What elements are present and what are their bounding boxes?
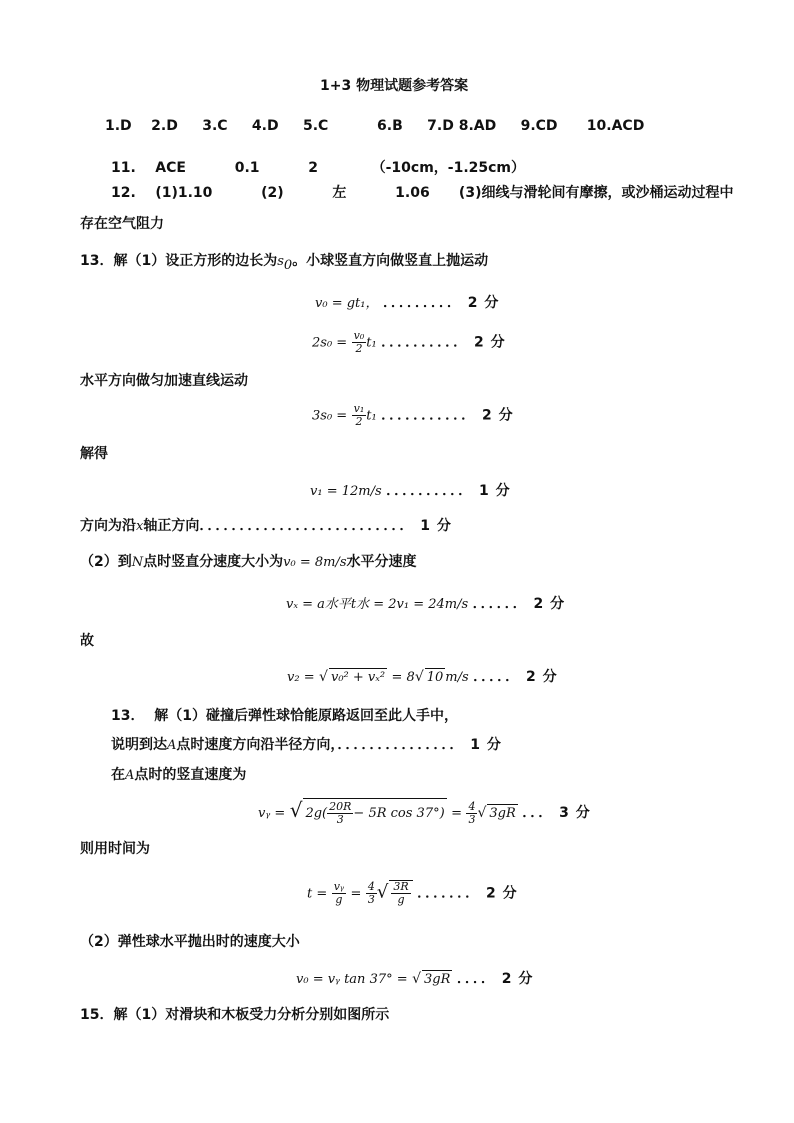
q13b-line3: 在A点时的竖直速度为 [111,767,247,783]
q13b-eq9: v₀ = vᵧ tan 37° = √ 3gR ．．．． 2 分 [296,971,534,987]
q13a-direction: 方向为沿x轴正方向．．．．．．．．．．．．．．．．．．．．．．．．．． 1 分 [80,518,452,534]
q13b-header: 13． 解（1）碰撞后弹性球恰能原路返回至此人手中， [111,708,458,724]
q12-label: 12. [111,185,136,201]
q13a-eq1: v₀ = gt₁， ．．．．．．．．． 2 分 [315,295,500,311]
q13a-intro: 13．解（1）设正方形的边长为$s_0$。小球竖直方向做竖直上抛运动 [80,253,489,273]
q12-line1: (1)1.10 (2) 左 1.06 (3)细线与滑轮间有摩擦，或沙桶运动过程中 [155,185,734,201]
q15-intro: 15．解（1）对滑块和木板受力分析分别如图所示 [80,1007,390,1023]
q13b-part2: （2）弹性球水平抛出时的速度大小 [80,934,300,950]
q13a-horizontal: 水平方向做匀加速直线运动 [80,373,248,389]
q13a-eq6: v₂ = √ v₀² + vₓ² = 8√ 10 m/s ．．．．． 2 分 [287,669,558,685]
q13a-eq3: 3s₀ = $\frac{\text{v₁}}{2}$ t₁ ．．．．．．．．．．． 2 分 [312,402,514,428]
q13a-eq5: vₓ = a水平t水 = 2v₁ = 24m/s ．．．．．． 2 分 [286,596,566,612]
q13a-therefore: 故 [80,633,94,649]
page-title: 1+3 物理试题参考答案 [320,78,469,94]
q13a-solve: 解得 [80,446,108,462]
q13b-line2: 说明到达A点时速度方向沿半径方向，．．．．．．．．．．．．．．． 1 分 [111,737,502,753]
q11-answers: 11. ACE 0.1 2 （-10cm，-1.25cm） [111,160,526,176]
choice-answers: 1.D 2.D 3.C 4.D 5.C 6.B 7.D 8.AD 9.CD 10.ACD [105,118,645,134]
q12-continuation: 存在空气阻力 [80,216,164,232]
q13b-eq8: t = $\frac{\text{vᵧ}}{g}$ = $\frac{4}{3}$ √ $\frac{3R}{g}$ ．．．．．．． 2 分 [307,880,518,906]
q13a-part2: （2）到N点时竖直分速度大小为v₀ = 8m/s水平分速度 [80,554,417,570]
q13a-eq4: v₁ = 12m/s ．．．．．．．．．． 1 分 [310,483,511,499]
q12-answer [111,184,733,202]
q13a-eq2: 2s₀ = $\frac{\text{v₀}}{2}$ t₁ ．．．．．．．．．． 2 分 [312,329,506,355]
q13b-eq7: vᵧ = √ 2g( $\frac{20R}{3}$ − 5R cos 37°) = $\frac{4}{3}$ √ 3gR ．．． 3 分 [258,798,591,826]
q13b-time: 则用时间为 [80,841,150,857]
